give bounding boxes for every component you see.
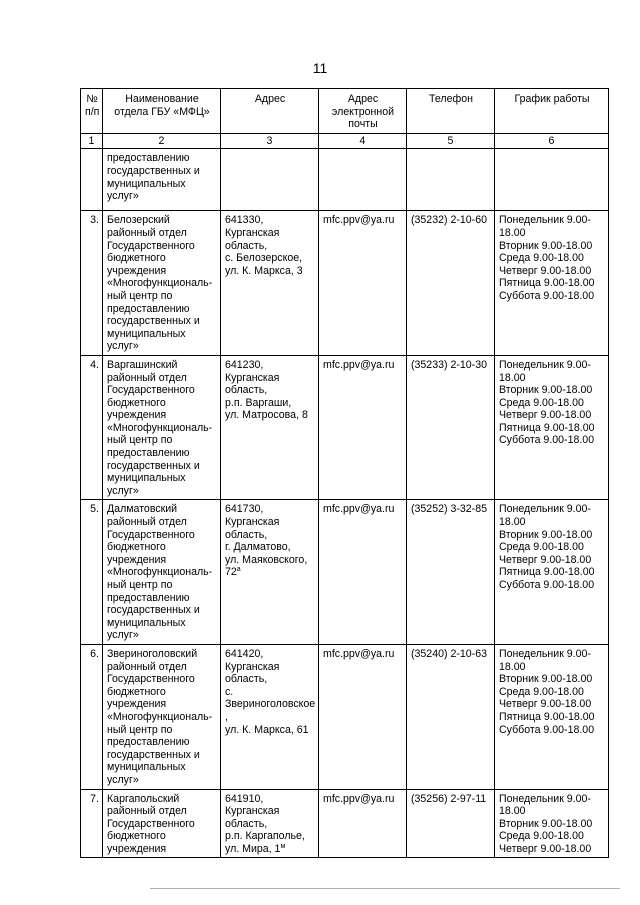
text-line: предоставлению [107, 736, 190, 749]
text-line: ный центр по [107, 289, 173, 302]
header-department-name: Наименование отдела ГБУ «МФЦ» [103, 89, 221, 134]
text-line: 18.00 [499, 660, 526, 673]
department-name [103, 149, 221, 211]
row-number: 7. [81, 789, 103, 858]
text-line: Звериноголовский [107, 647, 198, 660]
text-line: районный отдел [107, 516, 187, 529]
text-line: услуг» [107, 190, 139, 203]
row-number: 5. [81, 500, 103, 645]
text-line: государственных и [107, 748, 200, 761]
text-line: государственных и [107, 459, 200, 472]
text-line: муниципальных [107, 327, 186, 340]
text-line: «Многофункциональ- [107, 710, 213, 723]
header-phone: Телефон [407, 89, 495, 134]
address-lines [225, 503, 315, 566]
text-line: Пятница 9.00-18.00 [499, 421, 595, 434]
schedule [495, 644, 609, 789]
text-line: государственных и [107, 604, 200, 617]
text-line: Белозерский [107, 214, 170, 227]
text-line: 641730, [225, 503, 264, 516]
text-line: Звериноголовское [225, 698, 316, 711]
text-line: 18.00 [499, 516, 526, 529]
text-line: районный отдел [107, 371, 187, 384]
text-line: 18.00 [499, 371, 526, 384]
schedule [495, 355, 609, 500]
department-name [103, 789, 221, 858]
text-line: область, [225, 384, 268, 397]
column-number: 1 [81, 133, 103, 149]
phone: (35256) 2-97-11 [407, 789, 495, 858]
text-line: р.п. Варгаши, [225, 396, 292, 409]
email: mfc.ppv@ya.ru [319, 211, 407, 356]
text-line: Курганская [225, 516, 280, 529]
text-line: 641420, [225, 647, 264, 660]
department-name [103, 355, 221, 500]
text-line: Среда 9.00-18.00 [499, 396, 584, 409]
header-email: Адрес электронной почты [319, 89, 407, 134]
phone: (35233) 2-10-30 [407, 355, 495, 500]
text-line: с. [225, 685, 234, 698]
text-line: предоставлению [107, 447, 190, 460]
text-line: муниципальных [107, 761, 186, 774]
text-line: Суббота 9.00-18.00 [499, 723, 595, 736]
text-line: бюджетного [107, 541, 166, 554]
text-line: Курганская [225, 226, 280, 239]
address [221, 211, 319, 356]
schedule [495, 149, 609, 211]
text-line: ул. К. Маркса, 3 [225, 264, 303, 277]
phone [407, 149, 495, 211]
text-line: Каргапольский [107, 792, 180, 805]
text-line: учреждения [107, 698, 167, 711]
column-number: 3 [221, 133, 319, 149]
schedule [495, 789, 609, 858]
text-line: 641330, [225, 214, 264, 227]
header-schedule: График работы [495, 89, 609, 134]
row-number [81, 149, 103, 211]
text-line: Далматовский [107, 503, 178, 516]
text-line: Государственного [107, 673, 195, 686]
text-line: учреждения [107, 553, 167, 566]
email: mfc.ppv@ya.ru [319, 500, 407, 645]
table-row [81, 211, 609, 356]
text-line: Вторник 9.00-18.00 [499, 239, 593, 252]
text-line: Среда 9.00-18.00 [499, 830, 584, 843]
text-line: Пятница 9.00-18.00 [499, 710, 595, 723]
text-line: бюджетного [107, 685, 166, 698]
text-line: Понедельник 9.00- [499, 647, 591, 660]
table-row [81, 644, 609, 789]
schedule [495, 211, 609, 356]
text-line: Понедельник 9.00- [499, 503, 591, 516]
text-line: 641230, [225, 358, 264, 371]
address [221, 149, 319, 211]
text-line: 18.00 [499, 805, 526, 818]
text-line: услуг» [107, 340, 139, 353]
address [221, 500, 319, 645]
text-line: Четверг 9.00-18.00 [499, 842, 592, 855]
column-number: 4 [319, 133, 407, 149]
text-line: 18.00 [499, 226, 526, 239]
column-number: 6 [495, 133, 609, 149]
column-number-row [81, 133, 609, 149]
table-row [81, 355, 609, 500]
text-line: предоставлению [107, 152, 190, 165]
text-line: Четверг 9.00-18.00 [499, 698, 592, 711]
text-line: бюджетного [107, 830, 166, 843]
row-number: 4. [81, 355, 103, 500]
text-line: Вторник 9.00-18.00 [499, 817, 593, 830]
text-line: с. Белозерское, [225, 252, 303, 265]
text-line: Среда 9.00-18.00 [499, 252, 584, 265]
text-line: Понедельник 9.00- [499, 358, 591, 371]
header-address: Адрес [221, 89, 319, 134]
text-line: услуг» [107, 629, 139, 642]
page-number: 11 [312, 60, 328, 76]
department-name [103, 644, 221, 789]
text-line: «Многофункциональ- [107, 566, 213, 579]
text-line: услуг» [107, 773, 139, 786]
text-line: , [225, 710, 228, 723]
text-line: Государственного [107, 817, 195, 830]
text-line: учреждения [107, 264, 167, 277]
address [221, 644, 319, 789]
email [319, 149, 407, 211]
table-row [81, 789, 609, 858]
text-line: районный отдел [107, 226, 187, 239]
text-line: бюджетного [107, 396, 166, 409]
text-line: область, [225, 239, 268, 252]
text-line: область, [225, 817, 268, 830]
text-line: услуг» [107, 484, 139, 497]
header-number: № п/п [81, 89, 103, 134]
text-line: Среда 9.00-18.00 [499, 541, 584, 554]
text-line: р.п. Каргаполье, [225, 830, 305, 843]
text-line: муниципальных [107, 177, 186, 190]
column-number: 2 [103, 133, 221, 149]
text-line: Курганская [225, 660, 280, 673]
bottom-divider [150, 888, 620, 889]
text-line: Понедельник 9.00- [499, 792, 591, 805]
text-line: ный центр по [107, 579, 173, 591]
text-line: ул. Матросова, 8 [225, 409, 308, 422]
schedule [495, 500, 609, 645]
address [221, 355, 319, 500]
text-line: ул. Маяковского, [225, 553, 308, 566]
text-line: Курганская [225, 371, 280, 384]
table-row-continuation [81, 149, 609, 211]
phone: (35240) 2-10-63 [407, 644, 495, 789]
text-line: муниципальных [107, 616, 186, 629]
text-line: учреждения [107, 842, 167, 855]
text-line: Вторник 9.00-18.00 [499, 673, 593, 686]
table-header-row [81, 89, 609, 134]
text-line: Варгашинский [107, 358, 178, 371]
text-line: Четверг 9.00-18.00 [499, 409, 592, 422]
text-line: область, [225, 528, 268, 541]
row-number: 6. [81, 644, 103, 789]
text-line: Суббота 9.00-18.00 [499, 289, 595, 302]
text-line: г. Далматово, [225, 541, 291, 554]
email: mfc.ppv@ya.ru [319, 644, 407, 789]
text-line: Вторник 9.00-18.00 [499, 384, 593, 397]
address-lines [225, 793, 315, 843]
text-line: Государственного [107, 528, 195, 541]
text-line: государственных и [107, 315, 200, 328]
text-line: 641910, [225, 792, 264, 805]
text-line: Пятница 9.00-18.00 [499, 566, 595, 579]
text-line: ул. К. Маркса, 61 [225, 723, 309, 736]
text-line: область, [225, 673, 268, 686]
text-line: Государственного [107, 384, 195, 397]
text-line: «Многофункциональ- [107, 277, 213, 290]
address-last-line: ул. Мира, $1^м$ [225, 842, 286, 855]
text-line: ный центр по [107, 434, 173, 447]
text-line: Понедельник 9.00- [499, 214, 591, 227]
email: mfc.ppv@ya.ru [319, 789, 407, 858]
text-line: Пятница 9.00-18.00 [499, 277, 595, 290]
text-line: районный отдел [107, 805, 187, 818]
text-line: государственных и [107, 164, 200, 177]
table-row [81, 500, 609, 645]
text-line: учреждения [107, 409, 167, 422]
email: mfc.ppv@ya.ru [319, 355, 407, 500]
text-line: Суббота 9.00-18.00 [499, 434, 595, 447]
text-line: «Многофункциональ- [107, 421, 213, 434]
row-number: 3. [81, 211, 103, 356]
column-number: 5 [407, 133, 495, 149]
text-line: бюджетного [107, 252, 166, 265]
text-line: Четверг 9.00-18.00 [499, 553, 592, 566]
text-line: муниципальных [107, 472, 186, 485]
text-line: районный отдел [107, 660, 187, 673]
address-last-line: $72^а$ [225, 566, 241, 579]
address [221, 789, 319, 858]
text-line: Вторник 9.00-18.00 [499, 528, 593, 541]
text-line: предоставлению [107, 591, 190, 604]
mfc-departments-table [80, 88, 609, 858]
text-line: Среда 9.00-18.00 [499, 685, 584, 698]
text-line: Четверг 9.00-18.00 [499, 264, 592, 277]
phone: (35252) 3-32-85 [407, 500, 495, 645]
text-line: ный центр по [107, 723, 173, 736]
text-line: предоставлению [107, 302, 190, 315]
department-name [103, 500, 221, 645]
text-line: Государственного [107, 239, 195, 252]
text-line: Курганская [225, 805, 280, 818]
text-line: Суббота 9.00-18.00 [499, 579, 595, 591]
phone: (35232) 2-10-60 [407, 211, 495, 356]
department-name [103, 211, 221, 356]
